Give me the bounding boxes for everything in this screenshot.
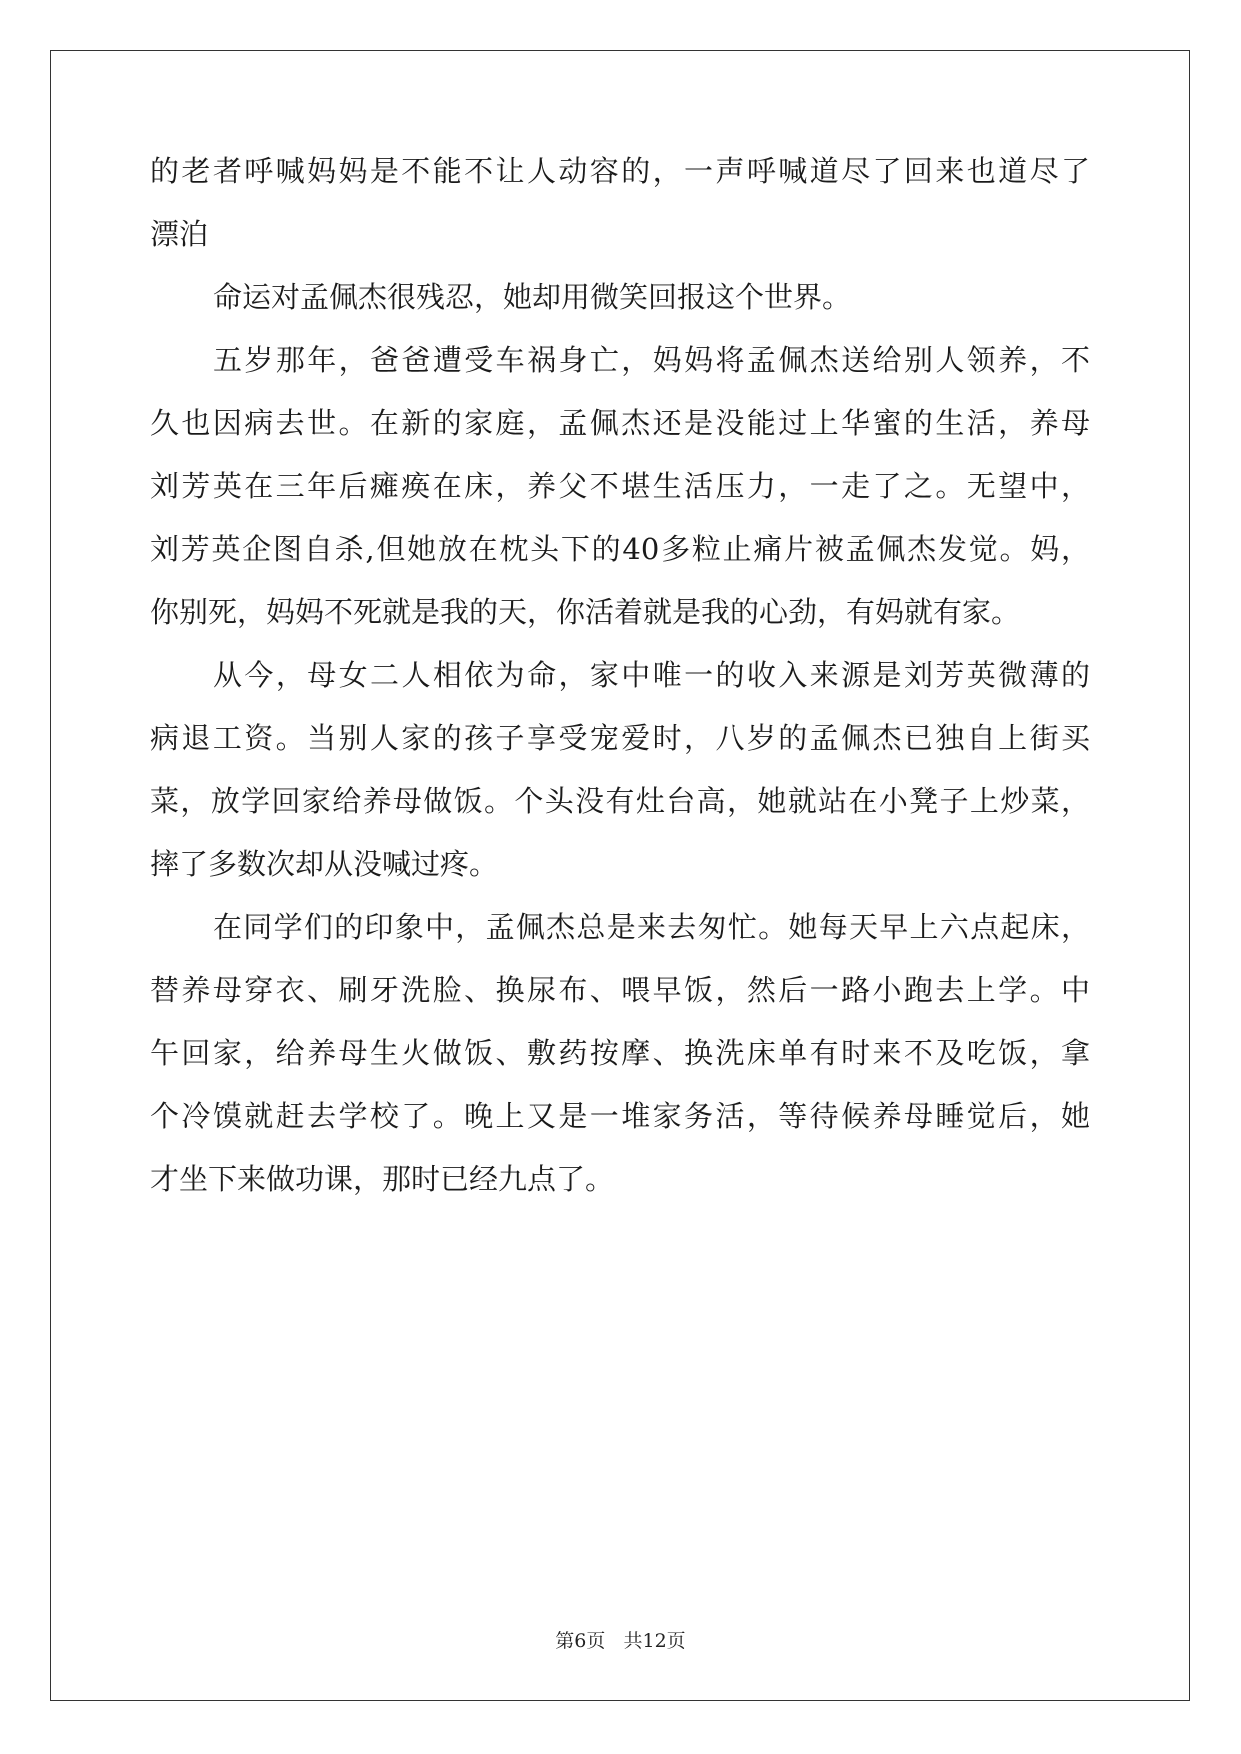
document-body [150,140,1090,1211]
text-line: 漂泊 [150,217,209,251]
text-line: 摔了多数次却从没喊过疼。 [150,847,499,881]
text-line: 久也因病去世。在新的家庭，孟佩杰还是没能过上华蜜的生活，养母 [150,406,1090,440]
text-line: 菜，放学回家给养母做饭。个头没有灶台高，她就站在小凳子上炒菜， [150,784,1090,818]
text-line: 个冷馍就赶去学校了。晚上又是一堆家务活，等待候养母睡觉后，她 [150,1099,1090,1133]
page-number-footer: 第6页 共12页 [555,1630,686,1652]
text-line: 刘芳英企图自杀,但她放在枕头下的40多粒止痛片被孟佩杰发觉。妈， [150,532,1090,566]
text-line: 病退工资。当别人家的孩子享受宠爱时，八岁的孟佩杰已独自上街买 [150,721,1090,755]
text-line: 你别死，妈妈不死就是我的天，你活着就是我的心劲，有妈就有家。 [150,595,1021,629]
text-line: 午回家，给养母生火做饭、敷药按摩、换洗床单有时来不及吃饭，拿 [150,1036,1090,1070]
text-line: 五岁那年，爸爸遭受车祸身亡，妈妈将孟佩杰送给别人领养，不 [213,343,1090,377]
text-line: 才坐下来做功课，那时已经九点了。 [150,1162,615,1196]
text-line: 替养母穿衣、刷牙洗脸、换尿布、喂早饭，然后一路小跑去上学。中 [150,973,1090,1007]
text-line: 从今，母女二人相依为命，家中唯一的收入来源是刘芳英微薄的 [213,658,1090,692]
text-line: 刘芳英在三年后瘫痪在床，养父不堪生活压力，一走了之。无望中， [150,469,1090,503]
text-line: 命运对孟佩杰很残忍，她却用微笑回报这个世界。 [213,280,852,314]
text-line: 在同学们的印象中，孟佩杰总是来去匆忙。她每天早上六点起床， [213,910,1090,944]
text-line: 的老者呼喊妈妈是不能不让人动容的，一声呼喊道尽了回来也道尽了 [150,154,1090,188]
